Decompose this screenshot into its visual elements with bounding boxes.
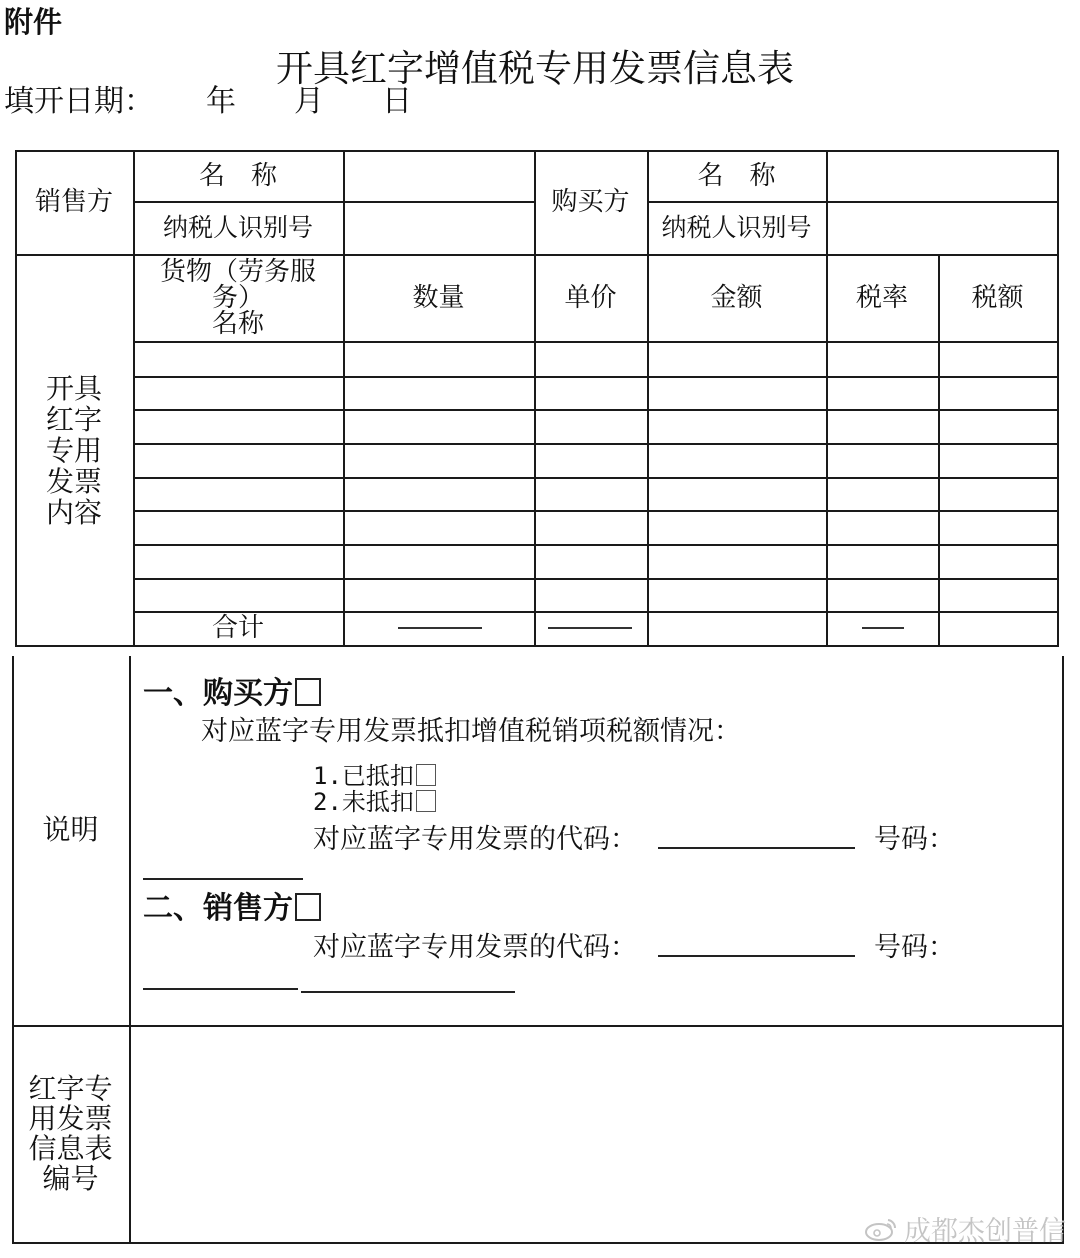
table-border [1057,150,1059,646]
goods-name-header [133,254,343,341]
grid-line [133,578,1059,580]
section-label-line: 发票 [45,464,102,498]
grid-line [133,510,1059,512]
amount-header: 金额 [710,282,763,313]
buyer-checkbox[interactable] [295,678,321,706]
table-border [1062,656,1064,1244]
grid-line [133,341,1059,343]
buyer-label: 购买方 [551,187,630,217]
seller-code-label: 对应蓝字专用发票的代码： [313,932,637,963]
goods-header-line: 货物（劳务服 [159,256,316,287]
section-label-line: 开具 [45,371,102,405]
date-month: 月 [294,84,324,119]
quantity-total-dash [398,627,482,629]
unit-price-header: 单价 [564,282,617,313]
explanation-label: 说明 [42,813,99,846]
info-number-line: 红字专 [28,1072,113,1105]
seller-code-field[interactable] [658,955,855,957]
grid-line [133,443,1059,445]
buyer-taxid-label: 纳税人识别号 [661,213,812,242]
buyer-heading-text: 一、购买方 [143,676,293,711]
option-deducted-label: 1.已抵扣 [313,762,414,790]
price-total-dash [548,627,632,629]
quantity-header: 数量 [412,282,465,313]
form-title: 开具红字增值税专用发票信息表 [276,47,794,90]
buyer-section-heading [143,668,321,712]
info-number-label [12,1072,129,1196]
section-label-line: 专用 [45,433,102,467]
fill-date-line [4,76,424,119]
date-day: 日 [382,84,412,119]
tax-amount-header: 税额 [971,282,1024,313]
option-not-deducted-label: 2.未抵扣 [313,788,414,816]
seller-label: 销售方 [34,187,113,217]
buyer-desc: 对应蓝字专用发票抵扣增值税销项税额情况： [201,716,741,747]
seller-checkbox[interactable] [295,893,321,921]
seller-number-label: 号码： [874,932,955,963]
watermark-text: 成都杰创普信 [904,1216,1066,1247]
section-label-line: 内容 [45,495,102,529]
info-number-line: 信息表 [28,1132,113,1165]
grid-line [343,150,345,646]
goods-header-line: 务） [211,282,264,313]
buyer-number-label: 号码： [874,824,955,855]
info-number-line: 编号 [42,1162,99,1195]
rate-total-dash [862,627,904,629]
seller-taxid-label: 纳税人识别号 [162,213,313,242]
grid-line [133,544,1059,546]
tax-rate-header: 税率 [855,282,908,313]
buyer-code-field[interactable] [658,847,855,849]
grid-line [343,201,534,203]
buyer-code-label: 对应蓝字专用发票的代码： [313,824,637,855]
grid-line [133,376,1059,378]
info-number-line: 用发票 [28,1102,113,1135]
seller-heading-text: 二、销售方 [143,891,293,926]
option-not-deducted [313,782,436,817]
buyer-number-field[interactable] [143,878,303,880]
section-label-line: 红字 [45,402,102,436]
grid-line [133,477,1059,479]
date-year: 年 [206,84,236,119]
grid-line [129,656,131,1244]
seller-name-label: 名 称 [198,160,277,191]
grid-line [826,150,828,255]
seller-number-field-extra[interactable] [301,991,515,993]
attachment-label: 附件 [4,5,63,39]
grid-line [133,409,1059,411]
grid-line [12,1025,1064,1027]
seller-section-heading [143,883,321,927]
seller-number-field[interactable] [143,988,298,990]
grid-line [15,645,1059,647]
date-label: 填开日期： [4,84,154,119]
invoice-content-label [15,370,133,530]
buyer-name-label: 名 称 [697,160,776,191]
watermark [864,1209,1066,1248]
weibo-icon [864,1216,898,1242]
goods-header-line: 名称 [211,308,264,339]
total-label: 合计 [211,613,264,643]
not-deducted-checkbox[interactable] [416,790,436,812]
